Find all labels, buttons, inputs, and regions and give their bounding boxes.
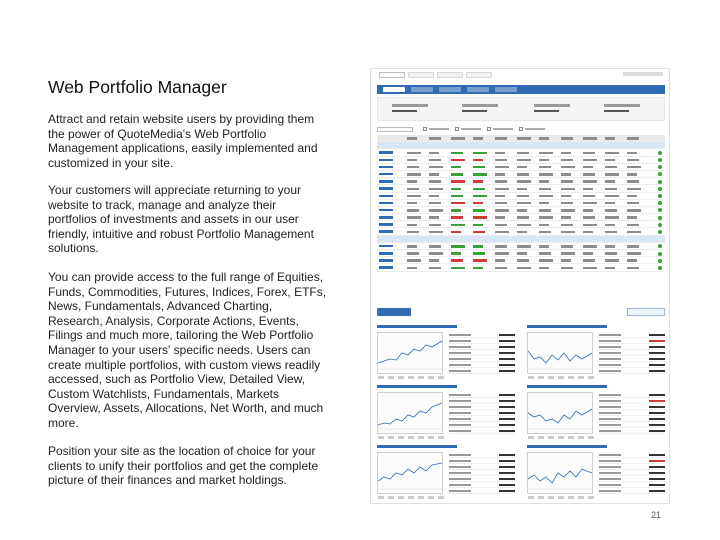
screenshot-mini-chart-title bbox=[377, 445, 457, 448]
screenshot-table-row bbox=[377, 185, 665, 192]
screenshot-summary-block bbox=[534, 104, 570, 115]
screenshot-table-row bbox=[377, 178, 665, 185]
screenshot-mini-chart-title bbox=[377, 385, 457, 388]
screenshot-tab bbox=[495, 87, 517, 92]
screenshot-mini-chart-plot bbox=[377, 332, 443, 374]
screenshot-mini-chart bbox=[527, 385, 667, 441]
screenshot-nav-tab bbox=[408, 72, 434, 78]
screenshot-table-row bbox=[377, 214, 665, 221]
screenshot-table-row bbox=[377, 228, 665, 235]
screenshot-nav-right bbox=[623, 72, 663, 76]
screenshot-table-row bbox=[377, 193, 665, 200]
screenshot-portfolio-tabs bbox=[377, 85, 665, 94]
screenshot-nav-tab bbox=[379, 72, 405, 78]
screenshot-mini-chart-title bbox=[377, 325, 457, 328]
screenshot-tab bbox=[383, 87, 405, 92]
screenshot-mini-chart-stats bbox=[449, 332, 515, 374]
screenshot-mini-chart-stats bbox=[599, 452, 665, 494]
screenshot-holdings-table bbox=[377, 135, 665, 272]
screenshot-table-row bbox=[377, 200, 665, 207]
screenshot-summary-block bbox=[462, 104, 498, 115]
screenshot-mini-chart-stats bbox=[449, 392, 515, 434]
screenshot-summary-block bbox=[392, 104, 428, 115]
screenshot-summary-block bbox=[604, 104, 640, 115]
screenshot-mini-chart-plot bbox=[377, 392, 443, 434]
screenshot-toolbar bbox=[377, 125, 665, 133]
screenshot-nav-tab bbox=[466, 72, 492, 78]
paragraph-position: Position your site as the location of choice for your clients to unify their portfolios and get the complete picture of their finances and market holdings. bbox=[48, 444, 319, 488]
page-number: 21 bbox=[651, 510, 662, 520]
screenshot-tab bbox=[411, 87, 433, 92]
screenshot-table-row bbox=[377, 207, 665, 214]
screenshot-mini-chart bbox=[377, 445, 517, 501]
screenshot-mini-chart bbox=[377, 325, 517, 381]
screenshot-table-row bbox=[377, 264, 665, 271]
screenshot-table-row bbox=[377, 221, 665, 228]
screenshot-mini-chart bbox=[377, 385, 517, 441]
screenshot-mini-chart-stats bbox=[599, 332, 665, 374]
screenshot-mini-chart-title bbox=[527, 325, 607, 328]
screenshot-table-row bbox=[377, 250, 665, 257]
screenshot-table-section bbox=[377, 142, 665, 149]
screenshot-mini-chart-plot bbox=[527, 332, 593, 374]
paragraph-intro: Attract and retain website users by providing them the power of QuoteMedia's Web Portfolio Management applications, easily implemented and customized in your site. bbox=[48, 112, 318, 170]
screenshot-button-row bbox=[377, 307, 665, 317]
screenshot-table-row bbox=[377, 157, 665, 164]
screenshot-mini-chart-plot bbox=[527, 392, 593, 434]
paragraph-coverage: You can provide access to the full range of Equities, Funds, Commodities, Futures, Indices, Forex, ETFs, News, Fundamentals, Advanced Charting, Research, Analysis, Corporate Actions, Events, Filings and much more, tailoring the Web Portfolio Manager to your users' specific needs. Users can create multiple portfolios, with custom views readily accessed, such as Portfolio View, Detailed View, Custom Watchlists, Fundamentals, Markets Overview, Assets, Allocations, Net Worth, and much more. bbox=[48, 270, 327, 430]
screenshot-table-row bbox=[377, 164, 665, 171]
screenshot-table-row bbox=[377, 243, 665, 250]
screenshot-mini-chart bbox=[527, 325, 667, 381]
screenshot-mini-chart-title bbox=[527, 445, 607, 448]
screenshot-delete-button bbox=[627, 308, 665, 316]
screenshot-mini-chart-plot bbox=[377, 452, 443, 494]
screenshot-summary-bar bbox=[377, 97, 665, 121]
screenshot-nav-tab bbox=[437, 72, 463, 78]
screenshot-table-row bbox=[377, 171, 665, 178]
screenshot-add-button bbox=[377, 308, 411, 316]
screenshot-table-section bbox=[377, 236, 665, 243]
screenshot-table-row bbox=[377, 257, 665, 264]
screenshot-view-select bbox=[377, 127, 413, 132]
screenshot-mini-chart bbox=[527, 445, 667, 501]
screenshot-tab bbox=[439, 87, 461, 92]
screenshot-table-header bbox=[377, 135, 665, 142]
portfolio-manager-screenshot bbox=[370, 68, 670, 504]
screenshot-mini-chart-title bbox=[527, 385, 607, 388]
screenshot-top-nav bbox=[371, 69, 670, 81]
screenshot-tab bbox=[467, 87, 489, 92]
screenshot-mini-chart-plot bbox=[527, 452, 593, 494]
paragraph-customers: Your customers will appreciate returning to your website to track, manage and analyze their portfolios of investments and assets in our user friendly, intuitive and robust Portfolio Management solutions. bbox=[48, 183, 314, 256]
slide-title: Web Portfolio Manager bbox=[48, 77, 227, 97]
screenshot-table-row bbox=[377, 149, 665, 156]
screenshot-mini-chart-stats bbox=[449, 452, 515, 494]
screenshot-mini-chart-stats bbox=[599, 392, 665, 434]
